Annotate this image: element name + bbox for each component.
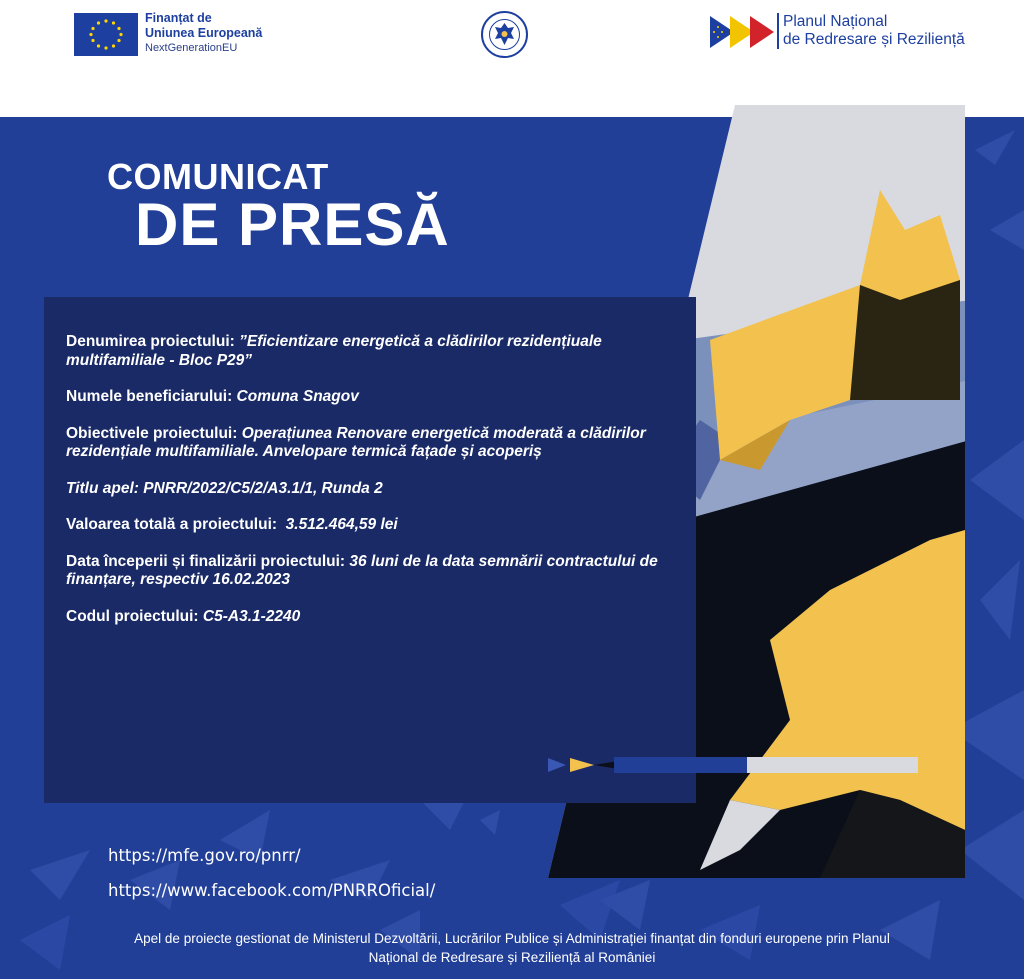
- call-title-text: Titlu apel: PNRR/2022/C5/2/A3.1/1, Runda 2: [66, 479, 383, 497]
- eu-line2: Uniunea Europeană: [145, 26, 263, 40]
- total-value-amount: 3.512.464,59 lei: [285, 516, 398, 533]
- pnrr-line2: de Redresare și Reziliență: [783, 31, 965, 48]
- beneficiary: [66, 388, 676, 407]
- beneficiary-label: Numele beneficiarului:: [66, 388, 233, 405]
- project-dates: [66, 553, 676, 590]
- footer-line1: Apel de proiecte gestionat de Ministerul Dezvoltării, Lucrărilor Publice și Administrației finanțat din fonduri europene prin Planul: [134, 931, 890, 946]
- eu-line3: NextGenerationEU: [145, 42, 238, 54]
- footer-note: [30, 929, 994, 967]
- project-code: [66, 608, 676, 627]
- objectives-label: Obiectivele proiectului:: [66, 424, 238, 442]
- objectives-value: Operațiunea Renovare energetică moderată a clădirilor rezidențiale multifamiliale. Anvelopare termică fațade și acoperiș: [66, 424, 646, 460]
- mfe-link[interactable]: https://mfe.gov.ro/pnrr/: [108, 846, 301, 865]
- total-value-label: Valoarea totală a proiectului:: [66, 516, 278, 533]
- total-value: [66, 516, 676, 535]
- project-dates-value: 36 luni de la data semnării contractului de finanțare, respectiv 16.02.2023: [66, 552, 658, 588]
- project-code-label: Codul proiectului:: [66, 607, 199, 625]
- project-name-value: ”Eficientizare energetică a clădirilor rezidențiuale multifamiliale - Bloc P29”: [66, 333, 602, 369]
- decorative-progress-bar: [548, 756, 920, 776]
- beneficiary-value: Comuna Snagov: [236, 388, 359, 405]
- call-title: [66, 480, 676, 499]
- project-dates-label: Data începerii și finalizării proiectului:: [66, 552, 346, 570]
- facebook-link[interactable]: https://www.facebook.com/PNRROficial/: [108, 881, 436, 900]
- title-line2: DE PRESĂ: [135, 191, 450, 258]
- footer-line2: Național de Redresare și Reziliență al României: [368, 950, 656, 965]
- project-name-label: Denumirea proiectului:: [66, 333, 235, 350]
- objectives: [66, 425, 676, 462]
- project-code-value: C5-A3.1-2240: [202, 607, 301, 625]
- project-name: [66, 333, 676, 370]
- title-line1: COMUNICAT: [107, 156, 329, 197]
- pnrr-line1: Planul Național: [783, 13, 888, 30]
- project-info: [66, 333, 676, 644]
- eu-line1: Finanțat de: [145, 11, 212, 25]
